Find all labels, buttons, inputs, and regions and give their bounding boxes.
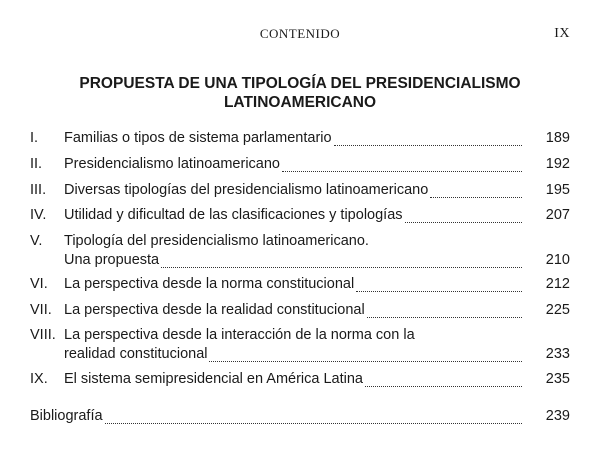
toc-entry-title: El sistema semipresidencial en América Latina bbox=[64, 371, 363, 387]
toc-entry-title-line-1: Tipología del presidencialismo latinoamericano. bbox=[64, 233, 369, 249]
dot-leader bbox=[405, 222, 522, 223]
toc-entry-title: Diversas tipologías del presidencialismo latinoamericano bbox=[64, 182, 429, 198]
toc-entry-title: Presidencialismo latinoamericano bbox=[64, 156, 280, 172]
toc-entry-page: 189 bbox=[545, 130, 570, 146]
chapter-heading-line-1: PROPUESTA DE UNA TIPOLOGÍA DEL PRESIDENCIALISMO bbox=[79, 75, 521, 92]
toc-entry-number: II. bbox=[30, 156, 43, 172]
dot-leader bbox=[161, 267, 522, 268]
toc-entry-title: Familias o tipos de sistema parlamentario bbox=[64, 130, 332, 146]
toc-entry-title: La perspectiva desde la norma constitucional bbox=[64, 276, 355, 292]
toc-entry-title: Bibliografía bbox=[30, 408, 103, 424]
toc-entry-page: 207 bbox=[545, 207, 570, 223]
toc-entry-page: 225 bbox=[545, 302, 570, 318]
toc-entry-title-line-1: La perspectiva desde la interacción de la norma con la bbox=[64, 327, 415, 343]
toc-entry-number: I. bbox=[30, 130, 39, 146]
toc-entry-title: Utilidad y dificultad de las clasificaciones y tipologías bbox=[64, 207, 403, 223]
toc-entry-page: 210 bbox=[545, 252, 570, 268]
running-head bbox=[0, 26, 600, 46]
toc-entry-title-line-2: Una propuesta bbox=[64, 252, 160, 268]
dot-leader bbox=[365, 386, 522, 387]
toc-entry-page: 212 bbox=[545, 276, 570, 292]
dot-leader bbox=[282, 171, 522, 172]
toc-entry-page: 195 bbox=[545, 182, 570, 198]
toc-entry-number: VI. bbox=[30, 276, 48, 292]
running-head-title: CONTENIDO bbox=[259, 26, 341, 41]
dot-leader bbox=[367, 317, 522, 318]
dot-leader bbox=[430, 197, 522, 198]
toc-entry-number: VII. bbox=[30, 302, 52, 318]
toc-entry-page: 239 bbox=[545, 408, 570, 424]
toc-entry-number: III. bbox=[30, 182, 47, 198]
dot-leader bbox=[356, 291, 522, 292]
page-folio: IX bbox=[554, 26, 570, 41]
dot-leader bbox=[334, 145, 522, 146]
toc-entry-number: IV. bbox=[30, 207, 47, 223]
chapter-heading-line-2: LATINOAMERICANO bbox=[223, 94, 377, 111]
toc-entry-page: 192 bbox=[545, 156, 570, 172]
toc-entry-page: 235 bbox=[545, 371, 570, 387]
dot-leader bbox=[105, 423, 522, 424]
toc-entry-number: IX. bbox=[30, 371, 48, 387]
toc-entry-title-line-2: realidad constitucional bbox=[64, 346, 208, 362]
toc-entry-number: VIII. bbox=[30, 327, 56, 343]
toc-entry-number: V. bbox=[30, 233, 43, 249]
dot-leader bbox=[209, 361, 522, 362]
toc-entry-page: 233 bbox=[545, 346, 570, 362]
toc-entry-title: La perspectiva desde la realidad constitucional bbox=[64, 302, 365, 318]
chapter-heading bbox=[0, 74, 600, 112]
